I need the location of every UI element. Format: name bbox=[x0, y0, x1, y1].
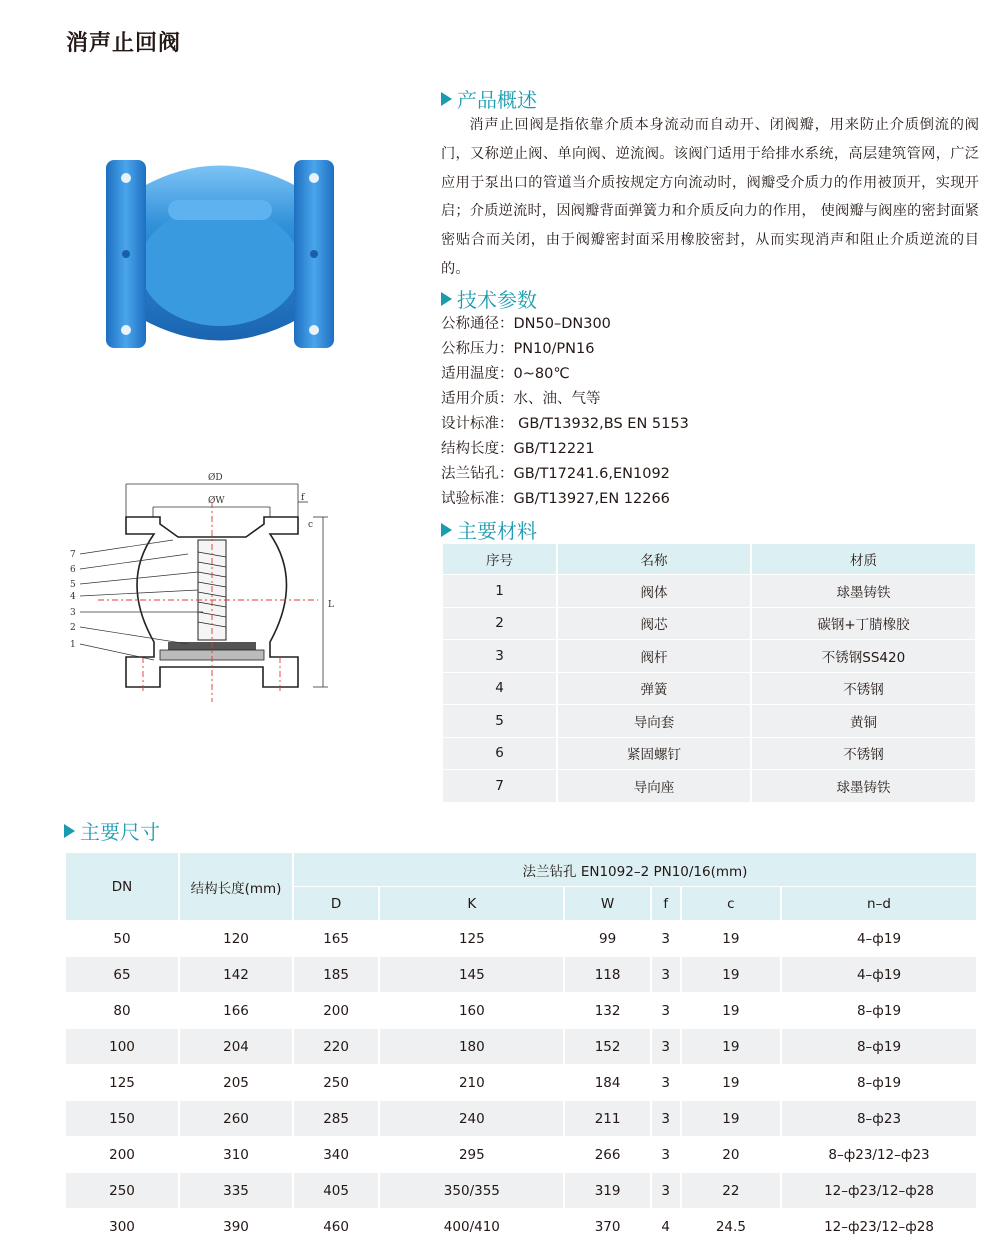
col-header: f bbox=[652, 887, 680, 920]
triangle-icon bbox=[441, 523, 452, 537]
table-row: 7 导向座 球墨铸铁 bbox=[443, 770, 975, 802]
col-header: c bbox=[682, 887, 780, 920]
page-title: 消声止回阀 bbox=[66, 31, 182, 56]
dim-label-W: ØW bbox=[208, 496, 225, 506]
param-row: 适用介质： 水、油、气等 bbox=[441, 391, 601, 407]
param-row: 试验标准： GB/T13927,EN 12266 bbox=[441, 491, 670, 507]
table-row: 80 166 200 160 132 3 19 8–ф19 bbox=[66, 993, 976, 1028]
col-header: 材质 bbox=[752, 544, 975, 574]
param-row: 法兰钻孔： GB/T17241.6,EN1092 bbox=[441, 466, 670, 482]
table-row: 300 390 460 400/410 370 4 24.5 12–ф23/12–ф28 bbox=[66, 1209, 976, 1244]
table-header-row bbox=[66, 853, 976, 886]
param-row: 适用温度： 0~80℃ bbox=[441, 366, 570, 382]
table-row: 50 120 165 125 99 3 19 4–ф19 bbox=[66, 921, 976, 956]
part-label-1: 1 bbox=[70, 640, 76, 650]
part-label-5: 5 bbox=[70, 580, 76, 590]
part-label-2: 2 bbox=[70, 623, 76, 633]
dimensions-table bbox=[64, 852, 978, 1245]
col-header: D bbox=[294, 887, 378, 920]
table-row: 4 弹簧 不锈钢 bbox=[443, 673, 975, 705]
table-header-row bbox=[443, 544, 975, 574]
col-header-length: 结构长度(mm) bbox=[180, 853, 292, 920]
param-row: 公称压力： PN10/PN16 bbox=[441, 341, 595, 357]
col-header: 名称 bbox=[558, 544, 750, 574]
col-header: K bbox=[380, 887, 563, 920]
table-row: 65 142 185 145 118 3 19 4–ф19 bbox=[66, 957, 976, 992]
part-label-3: 3 bbox=[70, 608, 76, 618]
dim-label-f: f bbox=[301, 493, 305, 503]
triangle-icon bbox=[441, 292, 452, 306]
col-header: W bbox=[565, 887, 649, 920]
triangle-icon bbox=[64, 824, 75, 838]
materials-table bbox=[441, 543, 977, 803]
tech-params bbox=[441, 312, 689, 512]
param-row: 设计标准： GB/T13932,BS EN 5153 bbox=[441, 416, 689, 432]
section-tech-heading: 技术参数 bbox=[441, 284, 537, 313]
valve-photo bbox=[100, 148, 340, 363]
col-header-flange: 法兰钻孔 EN1092–2 PN10/16(mm) bbox=[294, 853, 976, 886]
table-row: 125 205 250 210 184 3 19 8–ф19 bbox=[66, 1065, 976, 1100]
cross-section-drawing bbox=[58, 462, 348, 712]
param-row: 公称通径： DN50–DN300 bbox=[441, 316, 611, 332]
table-row: 6 紧固螺钉 不锈钢 bbox=[443, 738, 975, 770]
overview-text: 消声止回阀是指依靠介质本身流动而自动开、闭阀瓣，用来防止介质倒流的阀门，又称逆止阀、单向阀、逆流阀。该阀门适用于给排水系统，高层建筑管网，广泛应用于泵出口的管道当介质按规定方向流动时，阀瓣受介质力的作用被顶开，实现开启；介质逆流时，因阀瓣背面弹簧力和介质反向力的作用， 使阀瓣与阀座的密封面紧密贴合而关闭，由于阀瓣密封面采用橡胶密封，从而实现消声和阻止介质逆流的目的。 bbox=[441, 117, 979, 277]
table-row: 5 导向套 黄铜 bbox=[443, 705, 975, 737]
section-materials-heading: 主要材料 bbox=[441, 515, 537, 544]
table-row: 3 阀杆 不锈钢SS420 bbox=[443, 640, 975, 672]
table-row: 150 260 285 240 211 3 19 8–ф23 bbox=[66, 1101, 976, 1136]
part-label-7: 7 bbox=[70, 550, 76, 560]
table-row: 1 阀体 球墨铸铁 bbox=[443, 575, 975, 607]
part-label-4: 4 bbox=[70, 592, 76, 602]
col-header: n–d bbox=[782, 887, 976, 920]
dim-label-c: c bbox=[308, 520, 314, 530]
param-row: 结构长度： GB/T12221 bbox=[441, 441, 595, 457]
section-dimensions-heading: 主要尺寸 bbox=[64, 816, 160, 845]
table-row: 200 310 340 295 266 3 20 8–ф23/12–ф23 bbox=[66, 1137, 976, 1172]
section-overview-heading: 产品概述 bbox=[441, 84, 537, 113]
col-header: 序号 bbox=[443, 544, 556, 574]
dim-label-L: L bbox=[328, 600, 334, 610]
part-label-6: 6 bbox=[70, 565, 76, 575]
col-header-dn: DN bbox=[66, 853, 178, 920]
table-row: 100 204 220 180 152 3 19 8–ф19 bbox=[66, 1029, 976, 1064]
dim-label-D: ØD bbox=[208, 473, 223, 483]
table-row: 2 阀芯 碳钢+丁腈橡胶 bbox=[443, 608, 975, 640]
triangle-icon bbox=[441, 92, 452, 106]
table-row: 250 335 405 350/355 319 3 22 12–ф23/12–ф28 bbox=[66, 1173, 976, 1208]
